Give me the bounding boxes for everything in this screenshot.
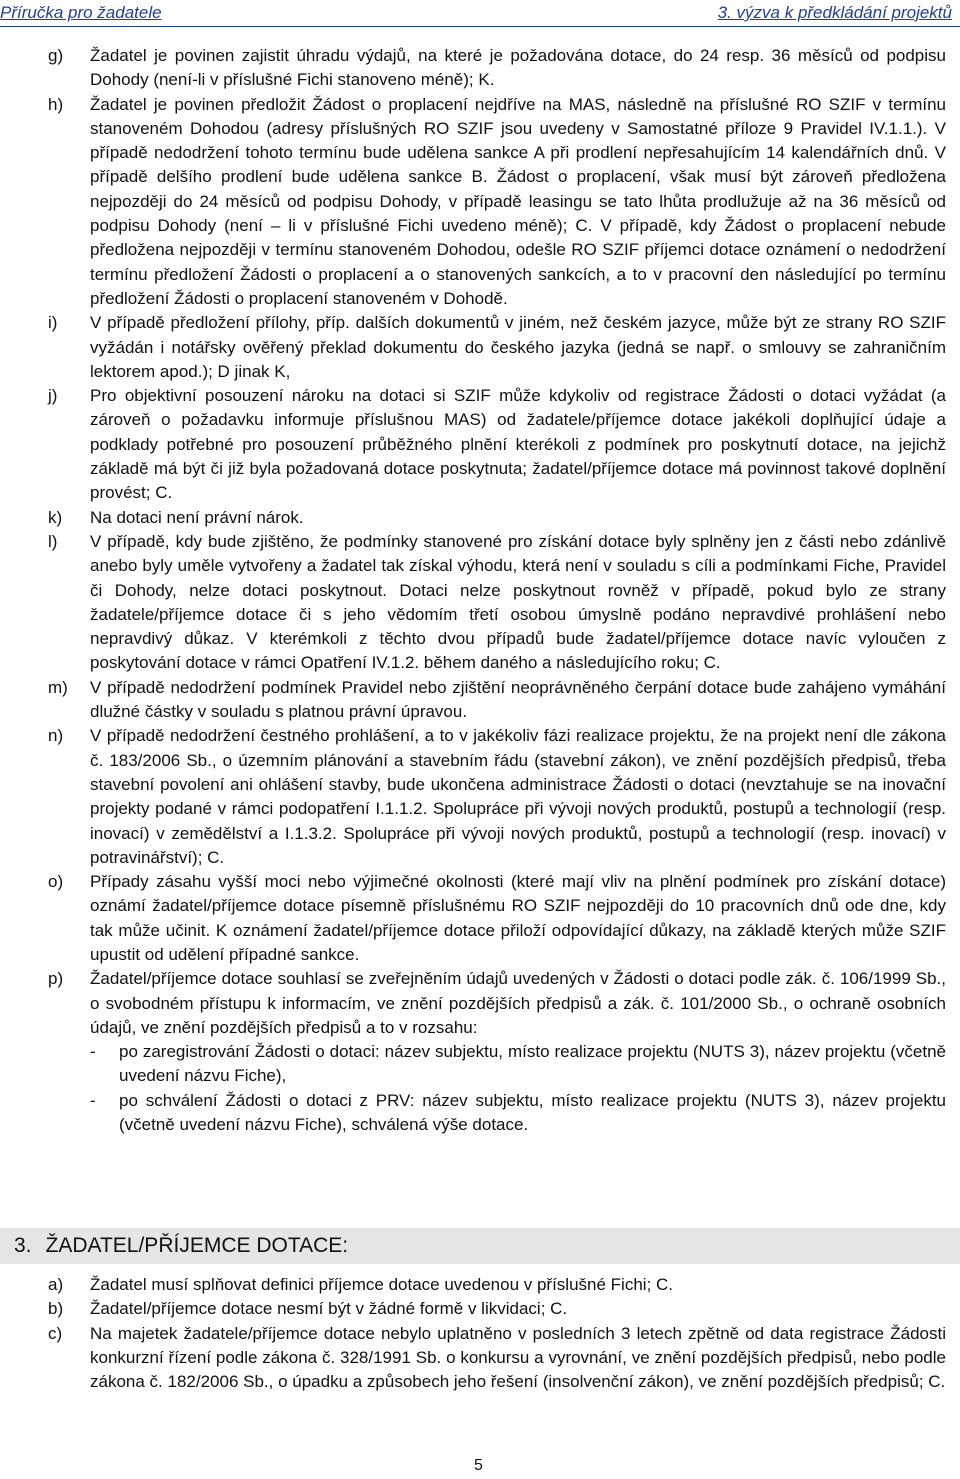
sub-list-item <box>90 1040 946 1089</box>
list-item-k <box>48 506 946 530</box>
list-marker: a) <box>48 1275 64 1294</box>
list-item-o <box>48 870 946 967</box>
page-number: 5 <box>474 1457 483 1474</box>
list-marker: i) <box>48 313 58 333</box>
list-item-text: Na dotaci není právní nárok. <box>90 507 304 527</box>
header-call-title: 3. výzva k předkládání projektů <box>717 3 952 22</box>
dash-marker: - <box>90 1090 96 1110</box>
header-document-title: Příručka pro žadatele <box>0 3 162 22</box>
list-item-i <box>48 311 946 384</box>
conditions-list <box>48 44 946 1137</box>
list-item-text: V případě nedodržení čestného prohlášení, a to v jakékoliv fázi realizace projektu, že na projekt není dle zákona č. 183/2006 Sb., o územním plánování a stavebním řádu (stavební zákon), ve znění pozdějších předpisů, třeba stavební povolení ani ohlášení stavby, bude ukončena administrace Žádosti o dotaci (nevztahuje se na inovační projekty podané v rámci podopatření I.1.1.2. Spolupráce při vývoji nových produktů, postupů a technologií (resp. inovací) v zemědělství a I.1.3.2. Spolupráce při vývoji nových produktů, postupů a technologií (resp. inovací) v potravinářství); C. <box>90 726 946 867</box>
list-item-n <box>48 724 946 870</box>
list-item-text: V případě nedodržení podmínek Pravidel nebo zjištění neoprávněného čerpání dotace bude zahájeno vymáhání dlužné částky v souladu s platnou právní úpravou. <box>90 677 946 722</box>
list-item-b <box>48 1297 946 1321</box>
list-marker: h) <box>48 94 64 114</box>
section-title: ŽADATEL/PŘÍJEMCE DOTACE: <box>45 1234 349 1257</box>
section-number: 3. <box>14 1234 32 1257</box>
header-rule <box>0 26 960 27</box>
list-marker: b) <box>48 1299 64 1319</box>
list-item-text: Pro objektivní posouzení nároku na dotaci si SZIF může kdykoliv od registrace Žádosti o dotaci vyžádat (a zároveň o požadavku informuje příslušnou MAS) od žadatele/příjemce dotace jakékoli doplňující údaje a podklady potřebné pro posouzení průběžného plnění kterékoli z podmínek pro poskytnutí dotace, na jejichž základě má být či již byla požadovaná dotace poskytnuta; žadatel/příjemce dotace má povinnost takové doplnění provést; C. <box>90 386 946 503</box>
page-header <box>0 0 960 27</box>
section-heading-bar <box>0 1228 960 1264</box>
list-marker: j) <box>48 386 58 406</box>
sub-list-item <box>90 1089 946 1138</box>
section-heading <box>14 1234 348 1258</box>
list-marker: k) <box>48 507 63 527</box>
list-marker: p) <box>48 969 64 989</box>
list-item-text: Na majetek žadatele/příjemce dotace nebylo uplatněno v posledních 3 letech zpětně od data registrace Žádosti konkurzní řízení podle zákona č. 328/1991 Sb. o konkursu a vyrovnání, ve znění pozdějších předpisů, nebo podle zákona č. 182/2006 Sb., o úpadku a způsobech jeho řešení (insolvenční zákon), ve znění pozdějších předpisů; C. <box>90 1323 946 1392</box>
list-item-text: Žadatel je povinen předložit Žádost o proplacení nejdříve na MAS, následně na příslušné RO SZIF v termínu stanoveném Dohodou (adresy příslušných RO SZIF jsou uvedeny v Samostatné příloze 9 Pravidel IV.1.1.). V případě nedodržení tohoto termínu bude udělena sankce A při prodlení nepřesahujícím 14 kalendářních dnů. V případě delšího prodlení bude udělena sankce B. Žádost o proplacení, však musí být zároveň předložena nejpozději do 24 měsíců od podpisu Dohody, v případě leasingu se tato lhůta prodlužuje až na 36 měsíců od podpisu Dohody (není – li v příslušné Fichi uvedeno méně); C. V případě, kdy Žádost o proplacení nebude předložena nejpozději v termínu stanoveném Dohodou, odešle RO SZIF příjemci dotace oznámení o nedodržení termínu předložení Žádosti o proplacení a o stanovených sankcích, a to v pracovní den následující po termínu předložení Žádosti o proplacení stanoveném v Dohodě. <box>90 94 946 308</box>
list-item-text: Žadatel/příjemce dotace souhlasí se zveřejněním údajů uvedených v Žádosti o dotaci podle zák. č. 106/1999 Sb., o svobodném přístupu k informacím, ve znění pozdějších předpisů a zák. č. 101/2000 Sb., o ochraně osobních údajů, ve znění pozdějších předpisů a to v rozsahu: <box>90 969 946 1037</box>
list-marker: o) <box>48 872 64 892</box>
list-marker: c) <box>48 1323 63 1343</box>
list-item-p <box>48 967 946 1137</box>
list-item-text: Žadatel/příjemce dotace nesmí být v žádné formě v likvidaci; C. <box>90 1299 568 1319</box>
list-marker: m) <box>48 677 68 697</box>
list-item-text: Případy zásahu vyšší moci nebo výjimečné okolnosti (které mají vliv na plnění podmínek pro získání dotace) oznámí žadatel/příjemce dotace písemně příslušnému RO SZIF nejpozději do 10 pracovních dnů ode dne, kdy tak může učinit. K oznámení žadatel/příjemce dotace přiloží odpovídající důkazy, na základě kterých může SZIF upustit od udělení případné sankce. <box>90 872 946 964</box>
list-item-text: Žadatel musí splňovat definici příjemce dotace uvedenou v příslušné Fichi; C. <box>90 1275 674 1294</box>
list-item-a <box>48 1273 946 1297</box>
list-item-text: Žadatel je povinen zajistit úhradu výdajů, na které je požadována dotace, do 24 resp. 36 měsíců od podpisu Dohody (není-li v příslušné Fichi stanoveno méně); K. <box>90 46 946 90</box>
list-item-h <box>48 93 946 312</box>
list-item-l <box>48 530 946 676</box>
dash-marker: - <box>90 1042 96 1062</box>
sub-list-item-text: po schválení Žádosti o dotaci z PRV: název subjektu, místo realizace projektu (NUTS 3), název projektu (včetně uvedení názvu Fiche), schválená výše dotace. <box>119 1090 946 1135</box>
list-marker: l) <box>48 531 58 551</box>
list-marker: g) <box>48 46 64 65</box>
applicant-conditions-list <box>48 1273 946 1394</box>
list-item-text: V případě, kdy bude zjištěno, že podmínky stanovené pro získání dotace byly splněny jen z části nebo zdánlivě anebo byly uměle vytvořeny a žadatel tak získal výhodu, která není v souladu s cíli a podmínkami Fiche, Pravidel či Dohody, nelze dotaci poskytnout. Dotaci nelze poskytnout rovněž v případě, pokud bylo ze strany žadatele/příjemce dotace či s jeho vědomím třetí osobou úmyslně podáno nepravdivé prohlášení nebo nepravdivý důkaz. V kterémkoli z těchto dvou případů bude žadatel/příjemce dotace navíc vyloučen z poskytování dotace v rámci Opatření IV.1.2. během daného a následujícího roku; C. <box>90 531 946 673</box>
list-item-text: V případě předložení přílohy, příp. dalších dokumentů v jiném, než českém jazyce, může být ze strany RO SZIF vyžádán i notářsky ověřený překlad dokumentu do českého jazyka (jedná se např. o smlouvy se zahraničním lektorem apod.); D jinak K, <box>90 313 946 381</box>
sub-list-item-text: po zaregistrování Žádosti o dotaci: název subjektu, místo realizace projektu (NUTS 3), název projektu (včetně uvedení názvu Fiche), <box>119 1042 946 1086</box>
sub-list <box>90 1040 946 1137</box>
list-item-c <box>48 1322 946 1395</box>
list-item-j <box>48 384 946 505</box>
list-item-g <box>48 44 946 93</box>
list-item-m <box>48 676 946 725</box>
list-marker: n) <box>48 726 64 746</box>
